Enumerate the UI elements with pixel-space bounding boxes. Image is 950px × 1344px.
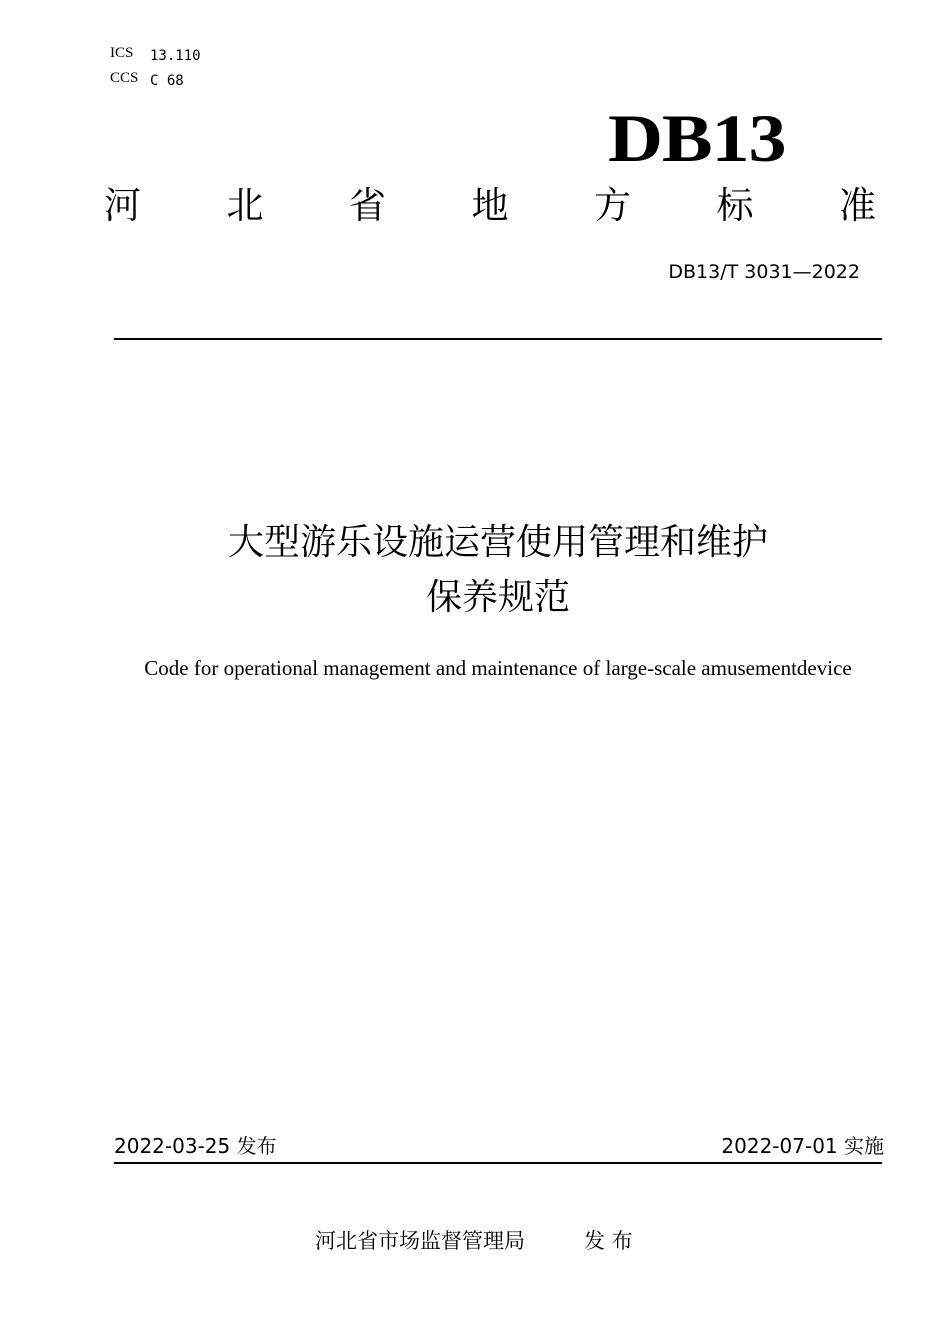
standard-type-char: 河 xyxy=(104,184,141,227)
standard-type-char: 标 xyxy=(716,184,754,227)
standard-number: DB13/T 3031—2022 xyxy=(668,261,860,283)
effective-date: 2022-07-01 实施 xyxy=(721,1134,884,1158)
ics-value: 13.110 xyxy=(150,48,201,64)
standard-type-char: 方 xyxy=(594,184,631,227)
standard-type-char: 准 xyxy=(839,184,876,227)
title-line-1: 大型游乐设施运营使用管理和维护 xyxy=(227,522,768,563)
ccs-value: C 68 xyxy=(150,73,184,89)
standard-type-heading xyxy=(104,186,876,226)
ccs-label: CCS xyxy=(110,70,139,86)
english-title: Code for operational management and maintenance of large-scale amusementdevice xyxy=(144,656,852,680)
footer-divider xyxy=(114,1162,882,1164)
publisher-name: 河北省市场监督管理局 xyxy=(315,1229,525,1253)
header-divider xyxy=(114,338,882,340)
standard-type-char: 北 xyxy=(226,184,264,227)
ics-label: ICS xyxy=(110,45,134,61)
title-line-2: 保养规范 xyxy=(425,577,570,618)
standard-type-char: 地 xyxy=(471,184,509,227)
standard-type-char: 省 xyxy=(349,184,386,227)
db13-logo: DB13 xyxy=(608,100,786,176)
publisher-action: 发 布 xyxy=(584,1229,633,1253)
issue-date: 2022-03-25 发布 xyxy=(114,1134,277,1158)
